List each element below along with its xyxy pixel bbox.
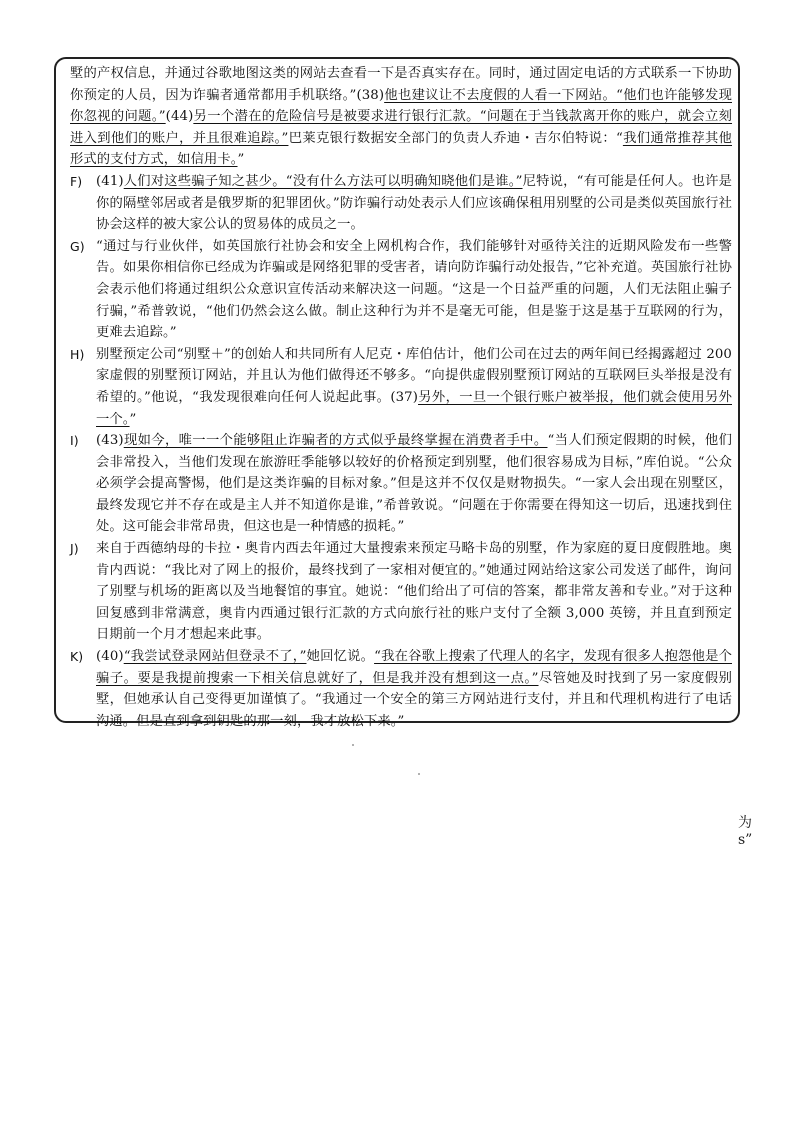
paragraph-label: K) [70, 649, 84, 665]
text-segment: “当人们预定假期的时候，他们会非常投入，当他们发现在旅游旺季能够以较好的价格预定到别墅，他们很容易成为目标，”库伯说。“公众必须学会提高警惕，他们是这类诈骗的目标对象。”但是这并不仅仅是财物损失。“一家人会出现在别墅区，最终发现它并不存在或是主人并不知道你是谁，”希普敦说。“问题在于你需要在得知这一切后，迅速找到住处。这可能会非常昂贵，但这也是一种情感的损耗。” [96, 433, 732, 535]
paragraph-h [70, 344, 732, 430]
margin-note-2: s” [738, 832, 753, 848]
paragraph-g [70, 236, 732, 344]
paragraph-continuation [70, 63, 732, 171]
paragraph-label: F) [70, 173, 83, 189]
paragraph-i [70, 430, 732, 538]
paragraph-j [70, 538, 732, 646]
paragraph-k [70, 646, 732, 732]
paragraph-label: H) [70, 346, 85, 362]
underlined-sentence: “我在谷歌上搜索了代理人的名字，发现有很多人抱怨他是个骗子。要是我提前搜索一下相关信息就好了，但是我并没有想到这一点。” [96, 649, 732, 686]
underlined-sentence: 我们通常推荐其他形式的支付方式，如信用卡。 [70, 130, 732, 168]
text-segment: 尼特说，“有可能是任何人。也许是你的隔壁邻居或者是俄罗斯的犯罪团伙。”防诈骗行动处表示人们应该确保租用别墅的公司是类似英国旅行社协会这样的被大家公认的贸易体的成员之一。 [96, 173, 732, 233]
paragraph-label: I) [70, 433, 79, 449]
margin-note-1: 为 [738, 815, 752, 831]
passage-body [70, 63, 732, 732]
underlined-sentence: 现如今，唯一一个能够阻止诈骗者的方式似乎最终掌握在消费者手中。 [123, 433, 548, 449]
underlined-sentence: 人们对这些骗子知之甚少。“没有什么方法可以明确知晓他们是谁。” [123, 173, 523, 189]
scan-speck [418, 773, 420, 775]
text-segment: (41) [96, 173, 124, 189]
text-segment: (43) [96, 433, 124, 449]
text-segment: ” [129, 411, 137, 427]
text-segment: “通过与行业伙伴，如英国旅行社协会和安全上网机构合作，我们能够针对亟待关注的近期风险发布一些警告。如果你相信你已经成为诈骗或是网络犯罪的受害者，请向防诈骗行动处报告，”它补充道。英国旅行社协会表示他们将通过组织公众意识宣传活动来解决这一问题。“这是一个日益严重的问题，人们无法阻止骗子行骗，”希普敦说，“他们仍然会这么做。制止这种行为并不是毫无可能，但是鉴于这是基于互联网的行为，更难去追踪。” [96, 238, 732, 341]
text-segment: (37) [390, 389, 419, 405]
text-segment: 她回忆说。 [306, 649, 375, 665]
text-segment: (40) [96, 649, 124, 665]
underlined-sentence: 另一个潜在的危险信号是被要求进行银行汇款。“问题在于当钱款离开你的账户，就会立刻进入到他们的账户，并且很难追踪。” [70, 109, 733, 146]
text-segment: 尽管她及时找到了另一家度假别墅，但她承认自己变得更加谨慎了。“我通过一个安全的第三方网站进行支付，并且和代理机构进行了电话沟通。但是直到拿到钥匙的那一刻，我才放松下来。” [96, 670, 733, 729]
paragraph-label: G) [70, 238, 85, 254]
text-segment: 别墅预定公司“别墅＋”的创始人和共同所有人尼克・库伯估计，他们公司在过去的两年间已经揭露超过 200 家虚假的别墅预订网站，并且认为他们做得还不够多。“向提供虚假别墅预订网站的互联网巨头举报是没有希望的。”他说，“我发现很难向任何人说起此事。 [96, 346, 732, 405]
text-segment: 来自于西德纳母的卡拉・奥肯内西去年通过大量搜索来预定马略卡岛的别墅，作为家庭的夏日度假胜地。奥肯内西说：“我比对了网上的报价，最终找到了一家相对便宜的。”她通过网站给这家公司发送了邮件，询问了别墅与机场的距离以及当地餐馆的事宜。她说：“他们给出了可信的答案，都非常友善和专业。”对于这种回复感到非常满意，奥肯内西通过银行汇款的方式向旅行社的账户支付了全额 3,000 英镑，并且直到预定日期前一个月才想起来此事。 [96, 541, 732, 643]
underlined-sentence: “我尝试登录网站但登录不了，” [123, 649, 307, 665]
text-segment: 巴莱克银行数据安全部门的负责人乔迪・吉尔伯特说：“ [288, 130, 623, 146]
text-segment: (44) [165, 109, 194, 125]
scan-speck [352, 744, 354, 746]
underlined-sentence: 另外，一旦一个银行账户被举报，他们就会使用另外一个。 [96, 389, 732, 427]
text-segment: 墅的产权信息，并通过谷歌地图这类的网站去查看一下是否真实存在。同时，通过固定电话的方式联系一下协助你预定的人员，因为诈骗者通常都用手机联络。”(38) [70, 66, 732, 103]
text-segment: ” [237, 152, 245, 168]
underlined-sentence: 他也建议让不去度假的人看一下网站。“他们也许能够发现你忽视的问题。” [70, 87, 732, 125]
paragraph-f [70, 171, 732, 236]
paragraph-label: J) [70, 541, 79, 557]
